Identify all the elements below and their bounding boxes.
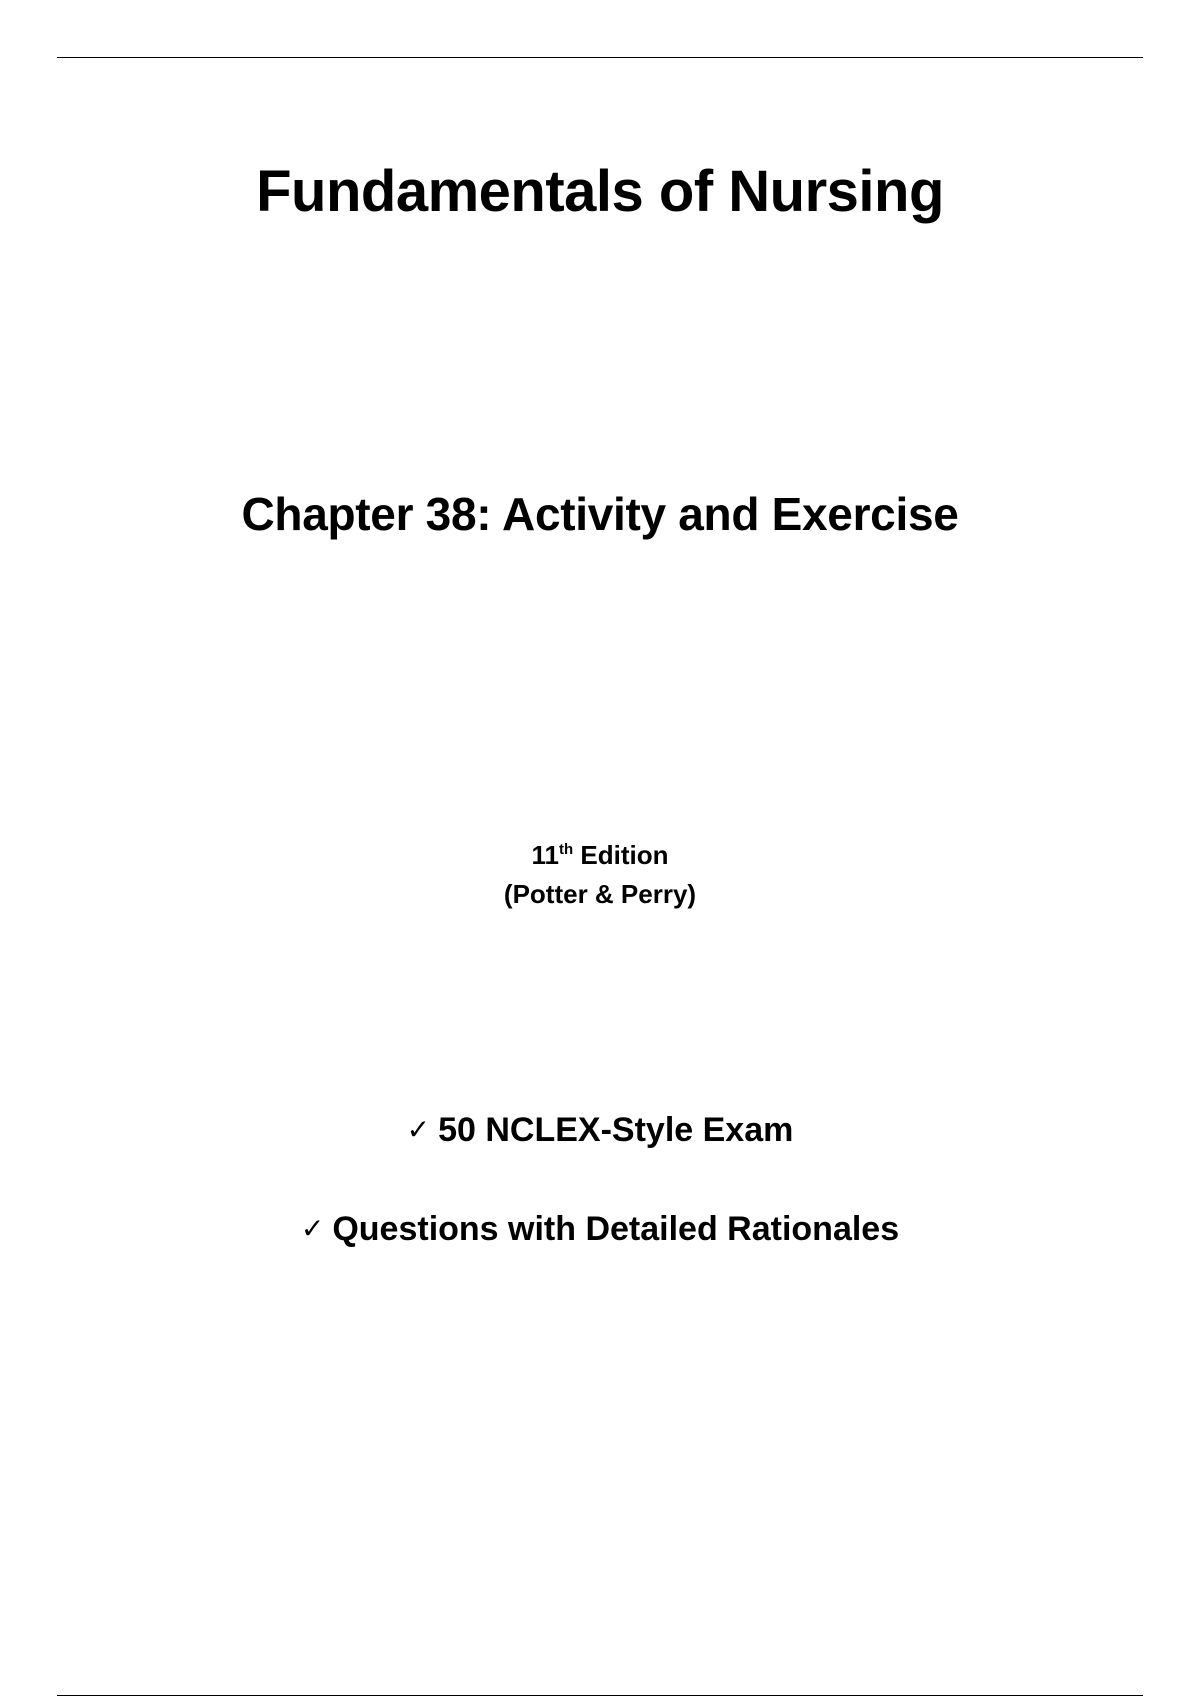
edition-suffix: th — [559, 841, 574, 858]
edition-label: Edition — [580, 840, 669, 870]
top-rule — [57, 57, 1143, 58]
edition-number: 11 — [531, 840, 559, 870]
check-icon: ✓ — [300, 1212, 325, 1245]
feature-item — [0, 1108, 1200, 1154]
feature-item — [0, 1207, 1200, 1253]
document-title: Fundamentals of Nursing — [256, 159, 944, 224]
chapter-title: Chapter 38: Activity and Exercise — [241, 488, 959, 540]
authors-line: (Potter & Perry) — [503, 879, 697, 909]
feature-text: 50 NCLEX-Style Exam — [438, 1111, 794, 1149]
feature-text: Questions with Detailed Rationales — [332, 1210, 900, 1248]
bottom-rule — [57, 1695, 1143, 1696]
check-icon: ✓ — [406, 1113, 431, 1146]
edition-line — [0, 838, 1200, 872]
